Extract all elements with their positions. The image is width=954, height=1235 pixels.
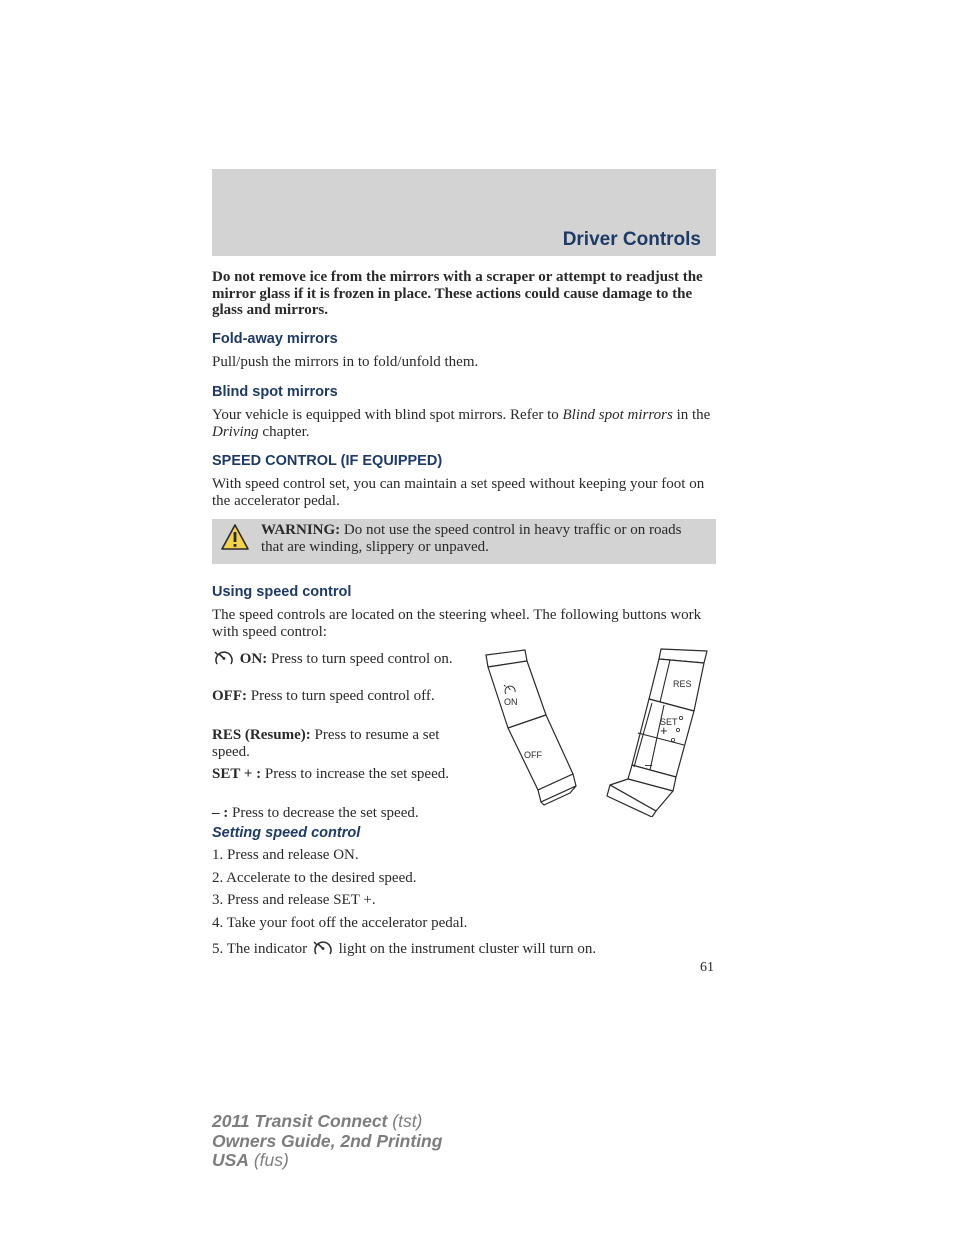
footer [212,1112,442,1171]
diagram-label-res: RES [673,679,692,689]
warning-triangle-icon [220,523,250,553]
step-1: 1. Press and release ON. [212,847,359,863]
speed-control-heading: SPEED CONTROL (IF EQUIPPED) [212,453,443,469]
button-item-minus: – : Press to decrease the set speed. [212,805,419,821]
speed-control-text: With speed control set, you can maintain a set speed without keeping your foot on the accelerator pedal. [212,476,705,509]
using-speed-control-text: The speed controls are located on the steering wheel. The following buttons work with speed control: [212,607,702,640]
page-title: Driver Controls [562,229,701,250]
step-5: 5. The indicator light on the instrument cluster will turn on. [212,938,716,958]
blind-spot-heading: Blind spot mirrors [212,384,338,400]
diagram-label-off: OFF [524,750,542,760]
footer-line-1: 2011 Transit Connect (tst) [212,1111,423,1131]
step-4: 4. Take your foot off the accelerator pedal. [212,915,468,931]
diagram-label-plus: + [660,723,668,738]
step-2: 2. Accelerate to the desired speed. [212,870,417,886]
footer-line-3: USA (fus) [212,1150,289,1170]
diagram-label-minus: – [645,757,653,772]
blind-spot-reference: Blind spot mirrors [562,407,673,423]
fold-away-text: Pull/push the mirrors in to fold/unfold them. [212,354,479,370]
header-band [212,169,716,256]
fold-away-heading: Fold-away mirrors [212,331,338,347]
blind-spot-text: Your vehicle is equipped with blind spot mirrors. Refer to Blind spot mirrors in the Driving chapter. [212,407,711,440]
diagram-label-on: ON [504,697,518,707]
speed-control-indicator-icon [212,648,236,668]
warning-label: WARNING: [261,522,341,538]
button-item-res: RES (Resume): Press to resume a set speed. [212,727,440,760]
warning-text: WARNING: Do not use the speed control in heavy traffic or on roads that are winding, slippery or unpaved. [261,522,682,555]
warning-box [212,519,716,564]
speed-control-buttons-diagram [480,645,716,817]
using-speed-control-heading: Using speed control [212,584,352,600]
button-item-off: OFF: Press to turn speed control off. [212,688,435,704]
driving-chapter-reference: Driving [212,423,259,440]
button-item-set: SET + : Press to increase the set speed. [212,766,449,782]
footer-line-2: Owners Guide, 2nd Printing [212,1130,443,1151]
speed-control-indicator-icon [311,938,335,958]
step-3: 3. Press and release SET +. [212,892,376,908]
intro-warning-text: Do not remove ice from the mirrors with a scraper or attempt to readjust the mirror glass if it is frozen in place. These actions could cause damage to the glass and mirrors. [212,269,703,318]
page-number: 61 [700,960,714,975]
setting-speed-control-heading: Setting speed control [212,825,361,841]
button-item-on: ON: Press to turn speed control on. [212,648,468,668]
diagram-label-set: SET [660,717,678,727]
